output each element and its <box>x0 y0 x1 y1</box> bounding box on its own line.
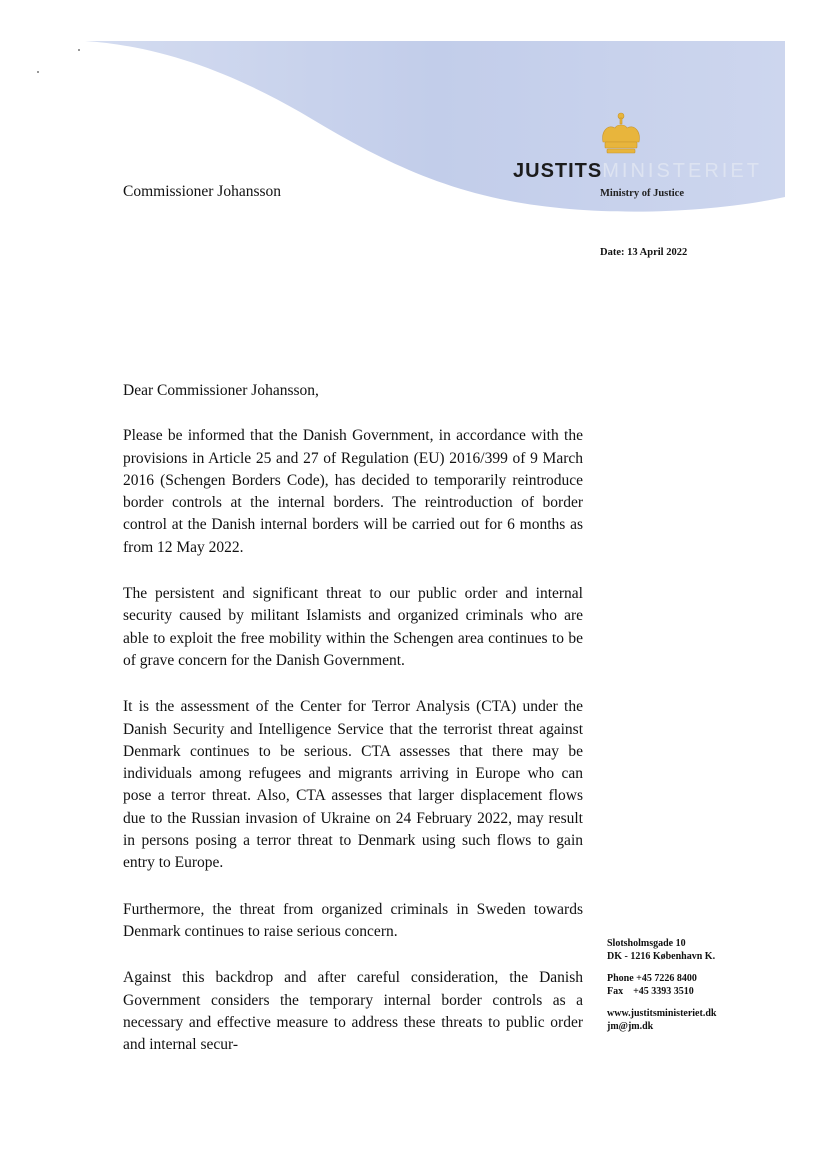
salutation: Dear Commissioner Johansson, <box>123 382 319 399</box>
address-street: Slotsholmsgade 10 <box>607 938 686 949</box>
paragraph-border-control: Please be informed that the Danish Government, in accordance with the provisions in Article 25 and 27 of Regulation (EU) 2016/399 of 9 March 2016 (Schengen Borders Code), has decided to temporarily reintroduce border controls at the internal borders. The reintroduction of border control at the Danish internal borders will be carried out for 6 months as from 12 May 2022. <box>123 427 583 556</box>
contact-block <box>607 938 737 1033</box>
letter-body <box>123 380 583 1080</box>
phone-number: Phone +45 7226 8400 <box>607 973 697 984</box>
scan-speck <box>78 49 80 51</box>
scan-speck <box>37 71 39 73</box>
paragraph-cta-assessment: It is the assessment of the Center for Terror Analysis (CTA) under the Danish Security and Intelligence Service that the terrorist threat against Denmark continues to be serious. CTA assesses that there may be individuals among refugees and migrants arriving in Europe who can pose a terror threat. Also, CTA assesses that larger displacement flows due to the Russian invasion of Ukraine on 24 February 2022, may result in persons posing a terror threat to Denmark using such flows to gain entry to Europe. <box>123 698 583 872</box>
paragraph-conclusion: Against this backdrop and after careful consideration, the Danish Government considers the temporary internal border controls as a necessary and effective measure to address these threats to public order and internal secur- <box>123 969 583 1054</box>
paragraph-organized-crime: Furthermore, the threat from organized criminals in Sweden towards Denmark continues to raise serious concern. <box>123 900 583 940</box>
logo-bold-text: JUSTITS <box>513 160 603 182</box>
logo-light-text: MINISTERIET <box>602 160 762 182</box>
recipient-name: Commissioner Johansson <box>123 183 282 200</box>
ministry-english-name: Ministry of Justice <box>600 188 684 199</box>
header-wave <box>0 0 828 240</box>
crown-icon <box>597 112 645 156</box>
fax-number: Fax +45 3393 3510 <box>607 985 694 997</box>
paragraph-threat: The persistent and significant threat to our public order and internal security caused by militant Islamists and organized criminals who are able to exploit the free mobility within the Schengen area continues to be of grave concern for the Danish Government. <box>123 585 583 669</box>
email-link[interactable]: jm@jm.dk <box>607 1020 654 1032</box>
address-city: DK - 1216 København K. <box>607 950 716 962</box>
ministry-logo-wordmark <box>513 160 762 183</box>
website-link[interactable]: www.justitsministeriet.dk <box>607 1008 717 1019</box>
letter-date: Date: 13 April 2022 <box>600 247 688 258</box>
